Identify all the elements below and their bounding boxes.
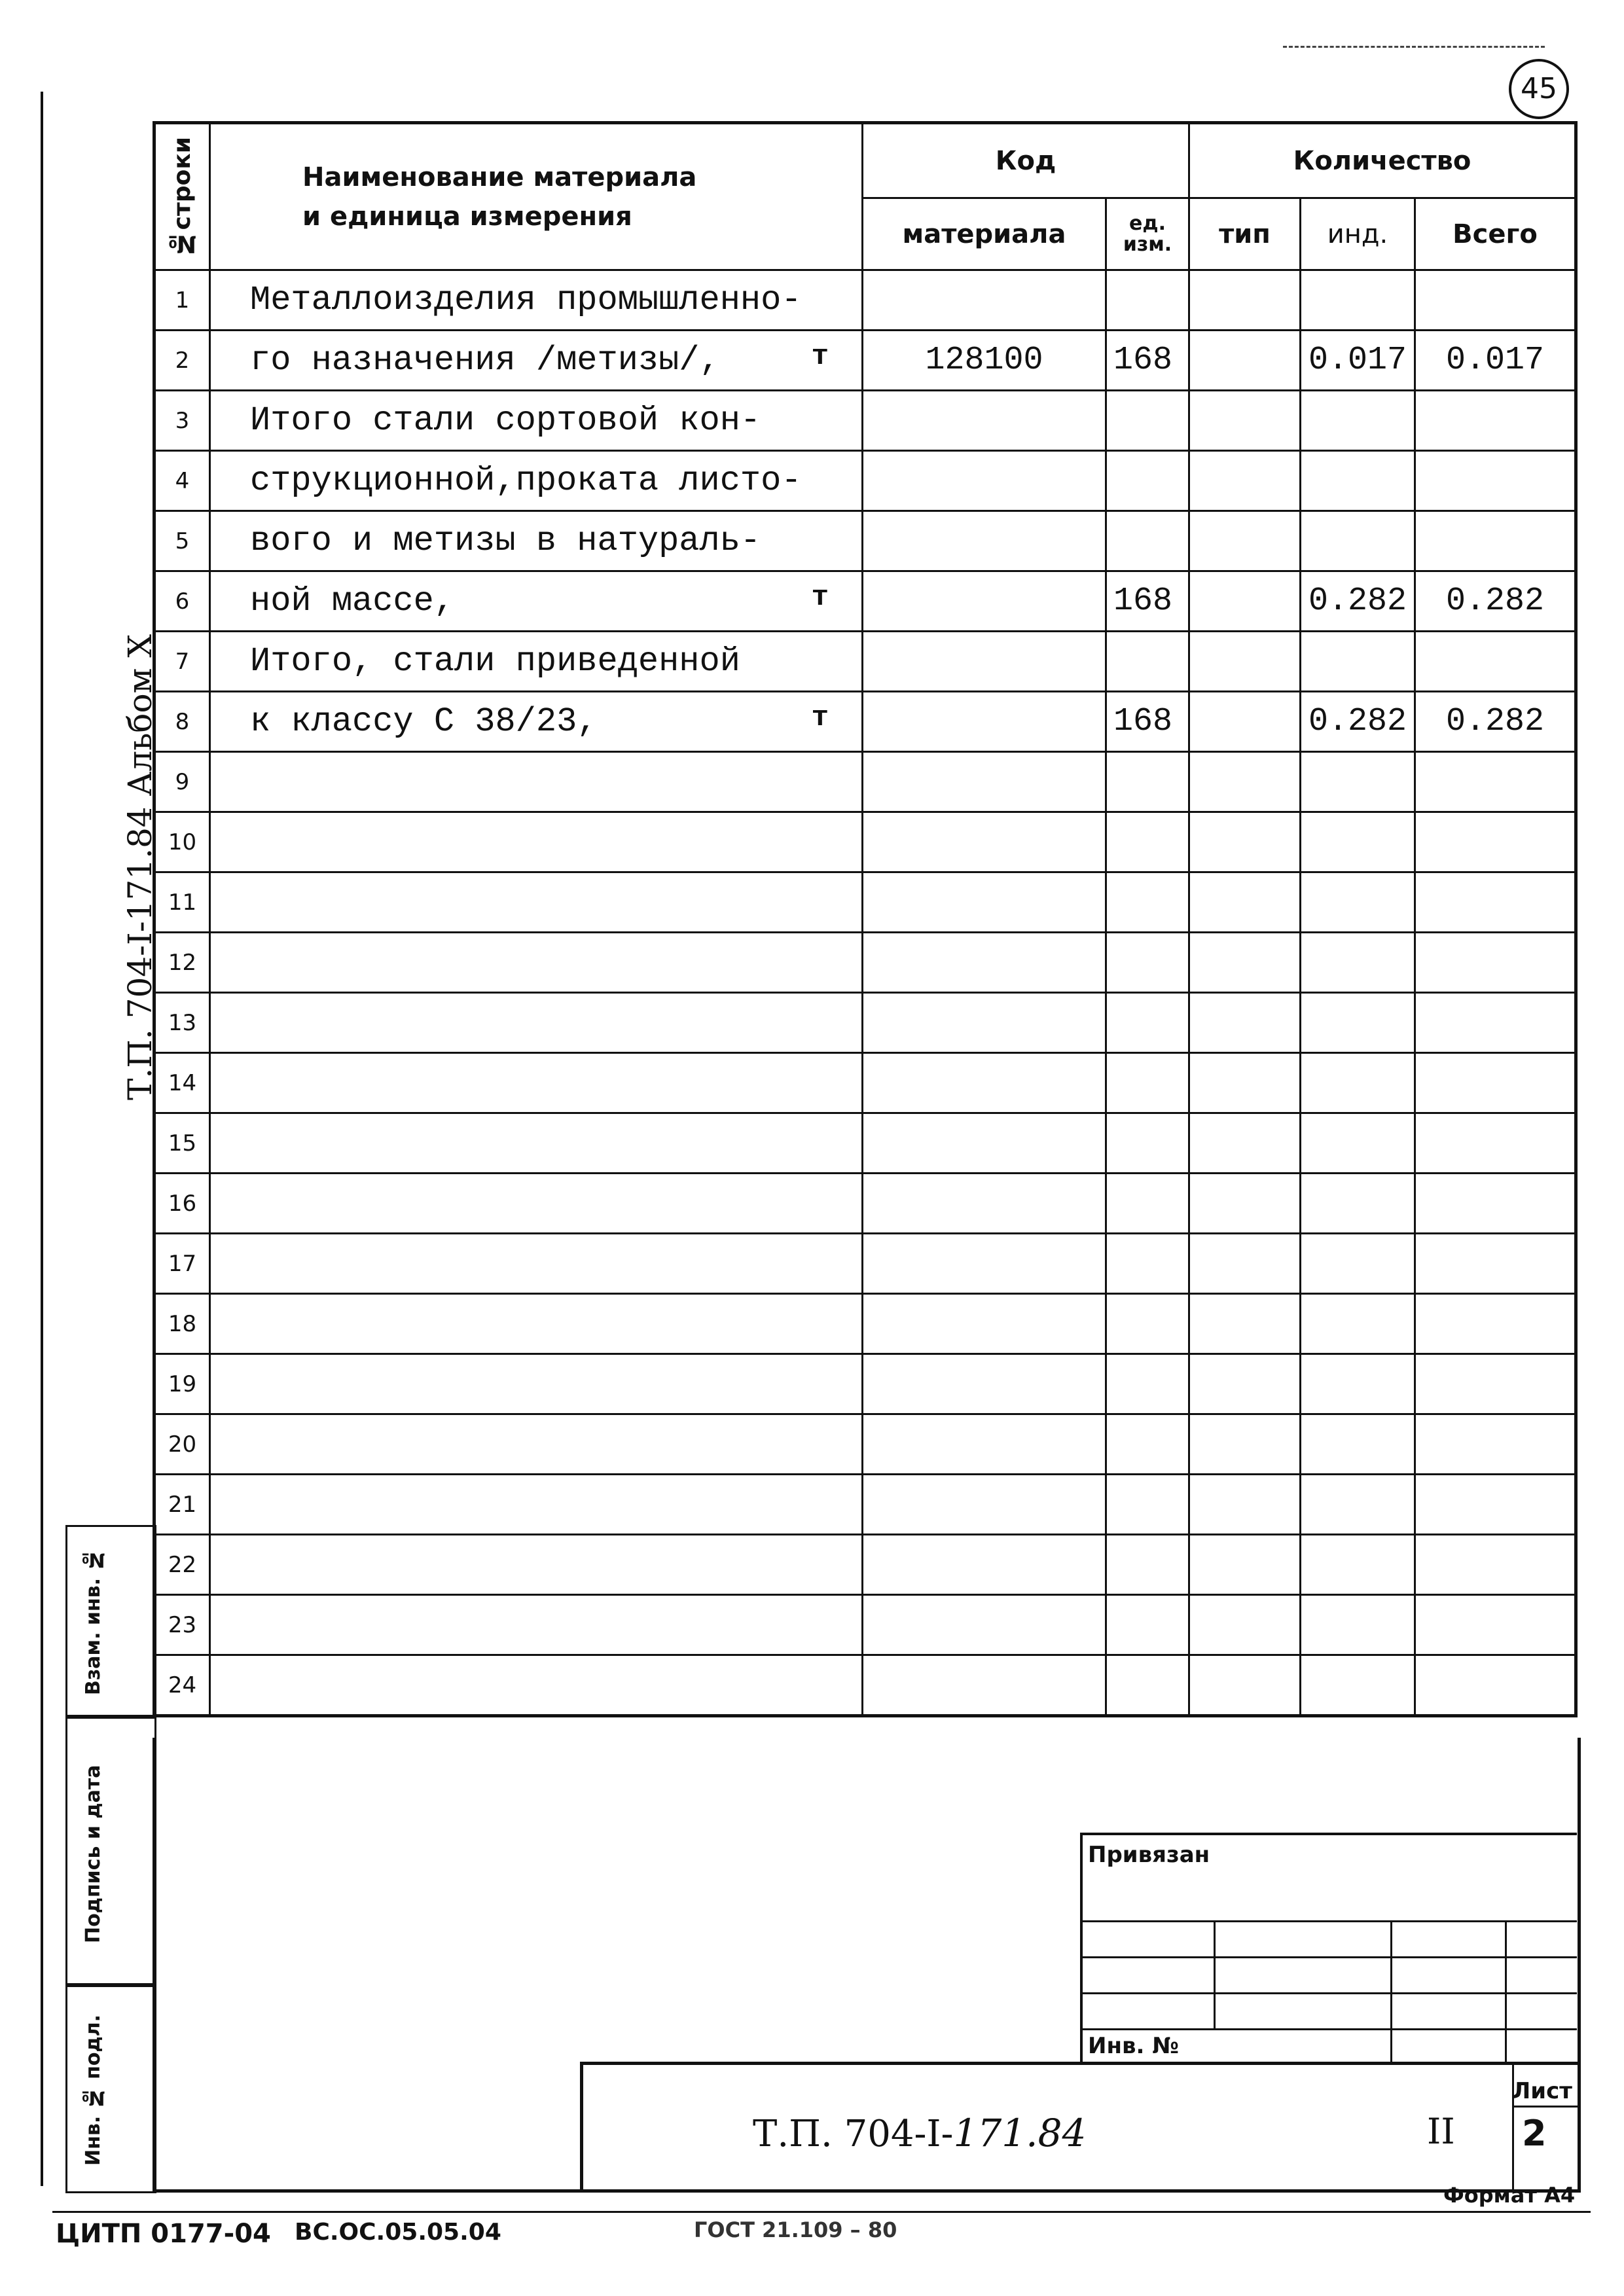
qty-ind <box>1301 451 1415 511</box>
document-code-printed: Т.П. 704-I- <box>753 2113 954 2155</box>
unit-code <box>1106 1294 1189 1354</box>
material-name <box>210 331 863 391</box>
unit-code <box>1106 511 1189 571</box>
material-name <box>210 1595 863 1655</box>
name-header-line2: и единица измерения <box>302 201 632 232</box>
material-code <box>863 872 1106 933</box>
sheet-number: 45 <box>1509 59 1569 119</box>
qty-type <box>1189 1294 1301 1354</box>
row-number-header-text: №строки <box>169 136 196 257</box>
row-number: 6 <box>154 571 210 632</box>
material-code <box>863 752 1106 812</box>
row-number: 22 <box>154 1535 210 1595</box>
material-name <box>210 752 863 812</box>
material-code <box>863 812 1106 872</box>
qty-type <box>1189 1475 1301 1535</box>
footer-middle: ВС.ОС.05.05.04 <box>295 2219 501 2246</box>
qty-ind: 0.282 <box>1301 571 1415 632</box>
material-code <box>863 391 1106 451</box>
table-row <box>154 933 1576 993</box>
material-code <box>863 1655 1106 1716</box>
table-row <box>154 752 1576 812</box>
unit-code <box>1106 812 1189 872</box>
qty-total <box>1415 1354 1576 1414</box>
inv-original-box <box>65 1983 156 2193</box>
material-code: 128100 <box>863 331 1106 391</box>
qty-ind-header: инд. <box>1301 198 1415 270</box>
tb-line <box>1214 1920 1216 2028</box>
unit-code <box>1106 391 1189 451</box>
qty-ind <box>1301 1475 1415 1535</box>
unit-code <box>1106 270 1189 331</box>
row-number: 9 <box>154 752 210 812</box>
tb-line <box>1512 2106 1578 2108</box>
table-row <box>154 1234 1576 1294</box>
row-number: 16 <box>154 1174 210 1234</box>
table-row <box>154 1174 1576 1234</box>
table-row <box>154 1595 1576 1655</box>
qty-total <box>1415 270 1576 331</box>
qty-total <box>1415 1053 1576 1113</box>
signature-date-label: Подпись и дата <box>82 1765 105 1944</box>
qty-type <box>1189 1595 1301 1655</box>
material-name <box>210 993 863 1053</box>
material-name <box>210 270 863 331</box>
row-number: 13 <box>154 993 210 1053</box>
material-name <box>210 1174 863 1234</box>
material-name <box>210 571 863 632</box>
qty-ind <box>1301 812 1415 872</box>
table-row <box>154 1113 1576 1174</box>
material-name-text: ной массе, <box>250 582 455 620</box>
qty-type <box>1189 571 1301 632</box>
qty-ind <box>1301 1234 1415 1294</box>
table-row <box>154 1294 1576 1354</box>
qty-total: 0.282 <box>1415 571 1576 632</box>
attached-label: Привязан <box>1088 1842 1210 1868</box>
footer-gost: ГОСТ 21.109 – 80 <box>694 2217 897 2242</box>
row-number: 23 <box>154 1595 210 1655</box>
material-code <box>863 1053 1106 1113</box>
table-row <box>154 571 1576 632</box>
row-number: 10 <box>154 812 210 872</box>
qty-ind <box>1301 933 1415 993</box>
row-number: 12 <box>154 933 210 993</box>
unit-code <box>1106 1475 1189 1535</box>
qty-total <box>1415 933 1576 993</box>
unit-code <box>1106 993 1189 1053</box>
material-code <box>863 1595 1106 1655</box>
table-row <box>154 270 1576 331</box>
qty-total: 0.282 <box>1415 692 1576 752</box>
qty-ind <box>1301 1113 1415 1174</box>
row-number-header <box>154 123 210 270</box>
qty-type <box>1189 1113 1301 1174</box>
row-number: 21 <box>154 1475 210 1535</box>
sheet-value: 2 <box>1522 2113 1547 2154</box>
album-label: Т.П. 704-I-171.84 Альбом X <box>121 634 159 1100</box>
code-group-header: Код <box>863 123 1189 198</box>
qty-type <box>1189 1234 1301 1294</box>
tb-line <box>1083 2028 1577 2030</box>
qty-ind <box>1301 391 1415 451</box>
material-code <box>863 571 1106 632</box>
qty-total <box>1415 993 1576 1053</box>
qty-total <box>1415 1113 1576 1174</box>
document-part: II <box>1427 2111 1455 2152</box>
qty-type <box>1189 812 1301 872</box>
table-row <box>154 692 1576 752</box>
footer-format: Формат А4 <box>1443 2183 1576 2208</box>
row-number: 5 <box>154 511 210 571</box>
material-code <box>863 1414 1106 1475</box>
qty-ind <box>1301 1294 1415 1354</box>
unit-code: 168 <box>1106 571 1189 632</box>
qty-type <box>1189 1655 1301 1716</box>
qty-group-header: Количество <box>1189 123 1576 198</box>
qty-total-header: Всего <box>1415 198 1576 270</box>
qty-ind <box>1301 511 1415 571</box>
material-name-text: Металлоизделия промышленно- <box>250 281 802 319</box>
tb-line <box>1083 1992 1577 1994</box>
row-number: 4 <box>154 451 210 511</box>
code-unit-header: ед. изм. <box>1106 198 1189 270</box>
footer-rule <box>52 2211 1591 2213</box>
material-name <box>210 872 863 933</box>
row-number: 11 <box>154 872 210 933</box>
replaced-inv-box <box>65 1525 156 1719</box>
qty-ind <box>1301 632 1415 692</box>
attachment-block <box>1080 1833 1577 2064</box>
unit-code <box>1106 1414 1189 1475</box>
material-name <box>210 1113 863 1174</box>
qty-ind: 0.282 <box>1301 692 1415 752</box>
qty-ind <box>1301 1174 1415 1234</box>
material-name-text: к классу С 38/23, <box>250 702 598 741</box>
material-name-text: Итого, стали приведенной <box>250 642 740 681</box>
material-name <box>210 1414 863 1475</box>
qty-total <box>1415 1294 1576 1354</box>
material-code <box>863 1113 1106 1174</box>
qty-type-header: тип <box>1189 198 1301 270</box>
table-row <box>154 1354 1576 1414</box>
unit-code <box>1106 1535 1189 1595</box>
table-row <box>154 1053 1576 1113</box>
qty-type <box>1189 270 1301 331</box>
row-number: 17 <box>154 1234 210 1294</box>
row-number: 20 <box>154 1414 210 1475</box>
material-name <box>210 391 863 451</box>
material-name-text: го назначения /метизы/, <box>250 341 720 380</box>
material-code <box>863 993 1106 1053</box>
qty-type <box>1189 752 1301 812</box>
code-material-header: материала <box>863 198 1106 270</box>
material-code <box>863 511 1106 571</box>
tb-line <box>1505 1920 1507 2064</box>
inv-original-label: Инв. № подл. <box>82 2014 105 2166</box>
qty-type <box>1189 1174 1301 1234</box>
replaced-inv-label: Взам. инв. № <box>82 1548 105 1696</box>
material-name <box>210 1053 863 1113</box>
qty-total <box>1415 632 1576 692</box>
row-number: 14 <box>154 1053 210 1113</box>
table-row <box>154 1655 1576 1716</box>
document-code-handwritten: 171.84 <box>953 2111 1087 2155</box>
unit-code <box>1106 1174 1189 1234</box>
table-row <box>154 1535 1576 1595</box>
qty-ind <box>1301 1414 1415 1475</box>
material-name <box>210 1294 863 1354</box>
qty-ind <box>1301 993 1415 1053</box>
material-name <box>210 692 863 752</box>
table-row <box>154 511 1576 571</box>
qty-ind <box>1301 1595 1415 1655</box>
material-code <box>863 1535 1106 1595</box>
name-header-line1: Наименование материала <box>302 162 697 192</box>
row-number: 15 <box>154 1113 210 1174</box>
material-code <box>863 1294 1106 1354</box>
unit-code <box>1106 1655 1189 1716</box>
qty-type <box>1189 933 1301 993</box>
material-name <box>210 511 863 571</box>
unit-mark: т <box>811 702 829 734</box>
qty-type <box>1189 1053 1301 1113</box>
row-number: 19 <box>154 1354 210 1414</box>
row-number: 18 <box>154 1294 210 1354</box>
unit-mark: т <box>811 340 829 373</box>
name-header <box>210 123 863 270</box>
footer-left: ЦИТП 0177-04 <box>56 2219 271 2249</box>
qty-type <box>1189 632 1301 692</box>
qty-type <box>1189 872 1301 933</box>
qty-total <box>1415 1174 1576 1234</box>
table-row <box>154 812 1576 872</box>
unit-code: 168 <box>1106 692 1189 752</box>
unit-code <box>1106 933 1189 993</box>
qty-total <box>1415 1475 1576 1535</box>
table-row <box>154 632 1576 692</box>
material-name <box>210 1234 863 1294</box>
row-number: 8 <box>154 692 210 752</box>
material-code <box>863 1174 1106 1234</box>
unit-code: 168 <box>1106 331 1189 391</box>
row-number: 2 <box>154 331 210 391</box>
material-code <box>863 451 1106 511</box>
material-name <box>210 812 863 872</box>
unit-code <box>1106 1354 1189 1414</box>
table-row <box>154 391 1576 451</box>
qty-type <box>1189 1535 1301 1595</box>
material-name-text: вого и метизы в натураль- <box>250 522 761 560</box>
qty-ind <box>1301 1354 1415 1414</box>
qty-ind <box>1301 270 1415 331</box>
unit-code <box>1106 1113 1189 1174</box>
table-row <box>154 331 1576 391</box>
table-row <box>154 872 1576 933</box>
qty-ind <box>1301 1655 1415 1716</box>
qty-ind <box>1301 752 1415 812</box>
qty-total: 0.017 <box>1415 331 1576 391</box>
material-name <box>210 1535 863 1595</box>
tb-line <box>1083 1920 1577 1922</box>
qty-type <box>1189 1354 1301 1414</box>
material-name <box>210 1475 863 1535</box>
material-name <box>210 632 863 692</box>
spec-table-body <box>154 270 1576 1716</box>
unit-code <box>1106 451 1189 511</box>
spec-table <box>153 121 1578 1717</box>
qty-type <box>1189 692 1301 752</box>
table-row <box>154 1414 1576 1475</box>
material-code <box>863 270 1106 331</box>
tb-line <box>1390 1920 1392 2064</box>
qty-total <box>1415 872 1576 933</box>
qty-ind: 0.017 <box>1301 331 1415 391</box>
material-name <box>210 933 863 993</box>
document-code <box>753 2111 1086 2155</box>
unit-mark: т <box>811 581 829 614</box>
sheet-label: Лист <box>1512 2078 1572 2104</box>
signature-date-box <box>65 1715 156 1987</box>
unit-code <box>1106 752 1189 812</box>
qty-total <box>1415 1414 1576 1475</box>
row-number: 7 <box>154 632 210 692</box>
material-name <box>210 451 863 511</box>
material-name-text: струкционной,проката листо- <box>250 461 802 500</box>
material-code <box>863 933 1106 993</box>
material-code <box>863 1354 1106 1414</box>
unit-code <box>1106 1595 1189 1655</box>
unit-code <box>1106 1234 1189 1294</box>
qty-total <box>1415 511 1576 571</box>
unit-code <box>1106 632 1189 692</box>
table-row <box>154 1475 1576 1535</box>
qty-total <box>1415 391 1576 451</box>
qty-type <box>1189 511 1301 571</box>
tb-line <box>1083 1956 1577 1958</box>
unit-code <box>1106 872 1189 933</box>
top-dash-line <box>1283 46 1545 48</box>
table-row <box>154 993 1576 1053</box>
qty-ind <box>1301 872 1415 933</box>
inv-no-label: Инв. № <box>1088 2033 1180 2059</box>
qty-total <box>1415 1655 1576 1716</box>
qty-total <box>1415 752 1576 812</box>
material-code <box>863 632 1106 692</box>
qty-type <box>1189 391 1301 451</box>
material-code <box>863 692 1106 752</box>
binding-line <box>41 92 43 2186</box>
material-name-text: Итого стали сортовой кон- <box>250 401 761 440</box>
material-code <box>863 1234 1106 1294</box>
qty-ind <box>1301 1053 1415 1113</box>
qty-total <box>1415 1234 1576 1294</box>
table-row <box>154 451 1576 511</box>
unit-code <box>1106 1053 1189 1113</box>
qty-total <box>1415 1595 1576 1655</box>
qty-type <box>1189 451 1301 511</box>
row-number: 3 <box>154 391 210 451</box>
row-number: 24 <box>154 1655 210 1716</box>
qty-type <box>1189 1414 1301 1475</box>
qty-type <box>1189 331 1301 391</box>
qty-total <box>1415 812 1576 872</box>
qty-type <box>1189 993 1301 1053</box>
qty-ind <box>1301 1535 1415 1595</box>
material-name <box>210 1655 863 1716</box>
material-name <box>210 1354 863 1414</box>
qty-total <box>1415 1535 1576 1595</box>
row-number: 1 <box>154 270 210 331</box>
qty-total <box>1415 451 1576 511</box>
material-code <box>863 1475 1106 1535</box>
